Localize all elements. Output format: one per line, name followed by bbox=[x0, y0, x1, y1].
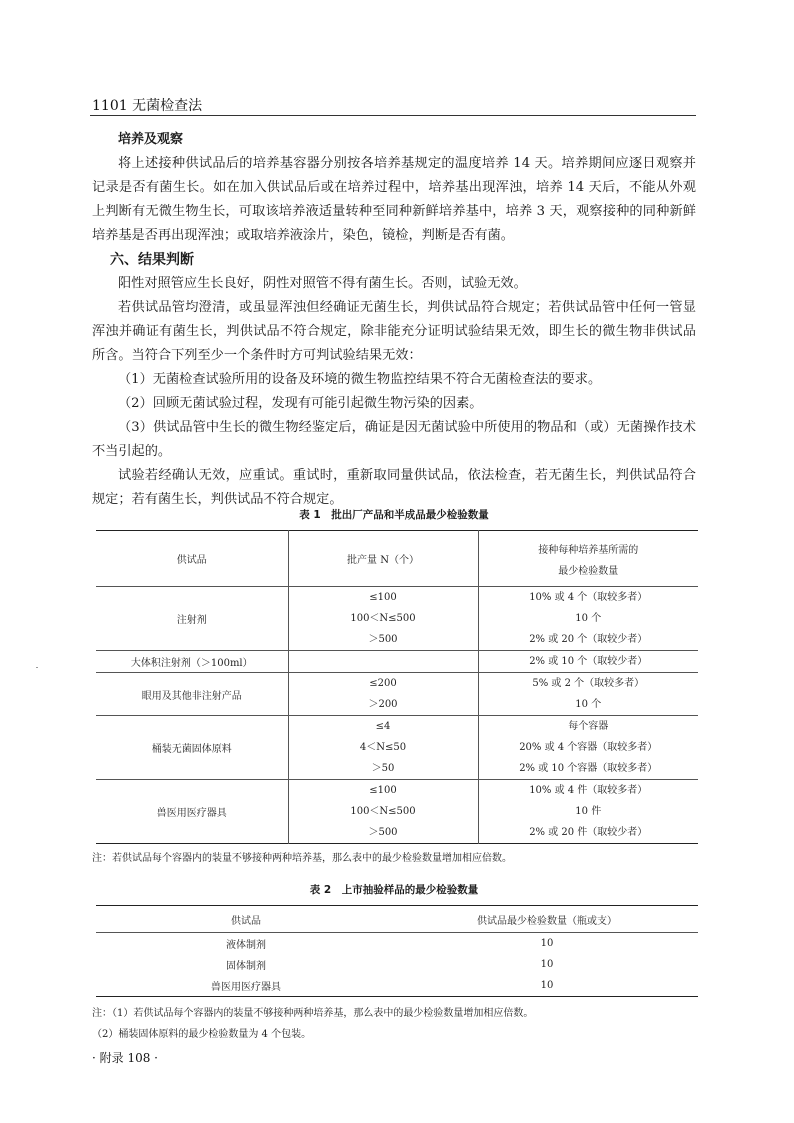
table2-note: （2）桶装固体原料的最少检验数量为 4 个包装。 bbox=[92, 1029, 312, 1040]
table2 bbox=[96, 905, 698, 997]
table1-header-min-line1: 接种每种培养基所需的 bbox=[538, 544, 639, 556]
table-row bbox=[96, 673, 698, 716]
result-paragraph: 试验若经确认无效，应重试。重试时，重新取同量供试品，依法检查，若无菌生长，判供试品符合规定；若有菌生长，判供试品不符合规定。 bbox=[92, 468, 696, 507]
table1-batch bbox=[288, 780, 478, 844]
table1-product: 眼用及其他非注射产品 bbox=[96, 673, 288, 716]
culture-heading: 培养及观察 bbox=[118, 132, 184, 147]
table1-min bbox=[478, 651, 698, 673]
table1-batch bbox=[288, 716, 478, 780]
table1-batch-value: ＞200 bbox=[368, 699, 398, 710]
table-row bbox=[96, 587, 698, 651]
table1-batch bbox=[288, 587, 478, 651]
table1-product: 注射剂 bbox=[96, 587, 288, 651]
table1-header-product: 供试品 bbox=[96, 531, 288, 587]
result-condition: （2）回顾无菌试验过程，发现有可能引起微生物污染的因素。 bbox=[118, 396, 483, 411]
table2-note: 注：（1）若供试品每个容器内的装量不够接种两种培养基，那么表中的最少检验数量增加相应倍数。 bbox=[92, 1008, 534, 1019]
table1-caption: 表 1 批出厂产品和半成品最少检验数量 bbox=[299, 509, 489, 521]
table1-note: 注：若供试品每个容器内的装量不够接种两种培养基，那么表中的最少检验数量增加相应倍数。 bbox=[92, 853, 512, 864]
table1-min bbox=[478, 587, 698, 651]
result-condition: （3）供试品管中生长的微生物经鉴定后，确证是因无菌试验中所使用的物品和（或）无菌操作技术不当引起的。 bbox=[92, 420, 696, 459]
table2-product: 兽医用医疗器具 bbox=[211, 982, 281, 993]
table1-min-value: 10% 或 4 件（取较多者） bbox=[529, 785, 648, 796]
table1-batch-value: ＞500 bbox=[368, 827, 398, 838]
table2-header-product: 供试品 bbox=[96, 906, 396, 933]
table1-min bbox=[478, 673, 698, 716]
table1-min-value: 2% 或 10 个容器（取较多者） bbox=[519, 763, 658, 774]
table-row bbox=[96, 933, 698, 955]
table1-min-value: 10 件 bbox=[575, 806, 602, 817]
margin-mark bbox=[36, 667, 38, 668]
table1-min bbox=[478, 780, 698, 844]
table1-min bbox=[478, 716, 698, 780]
result-paragraph: 阳性对照管应生长良好，阴性对照管不得有菌生长。否则，试验无效。 bbox=[118, 276, 527, 291]
result-condition: （1）无菌检查试验所用的设备及环境的微生物监控结果不符合无菌检查法的要求。 bbox=[118, 372, 602, 387]
table1-batch-value: 4＜N≤50 bbox=[359, 742, 407, 753]
table1-batch-value: ＞500 bbox=[368, 634, 398, 645]
table1-batch-value: ＞50 bbox=[371, 763, 395, 774]
table1-batch-value: ≤100 bbox=[369, 592, 397, 603]
table1-min-value: 20% 或 4 个容器（取较多者） bbox=[519, 742, 658, 753]
table1-header-min bbox=[478, 531, 698, 587]
table1-product: 桶装无菌固体原料 bbox=[96, 716, 288, 780]
table-row bbox=[96, 780, 698, 844]
table1-min-value: 10 个 bbox=[575, 613, 602, 624]
table1-batch bbox=[288, 651, 478, 673]
table-row bbox=[96, 716, 698, 780]
culture-paragraph: 将上述接种供试品后的培养基容器分别按各培养基规定的温度培养 14 天。培养期间应逐日观察并记录是否有菌生长。如在加入供试品后或在培养过程中，培养基出现浑浊，培养 14 天后，不能从外观上判断有无微生物生长，可取该培养液适量转种至同种新鲜培养基中，培养 3 天，观察接种的同种新鲜培养基是否再出现浑浊；或取培养液涂片，染色，镜检，判断是否有菌。 bbox=[92, 156, 696, 243]
page-footer: · 附录 108 · bbox=[92, 1051, 158, 1065]
table1-min-value: 5% 或 2 个（取较多者） bbox=[532, 678, 645, 689]
table1-batch-value bbox=[289, 651, 478, 672]
table-row bbox=[96, 651, 698, 673]
table1-min-value: 每个容器 bbox=[568, 721, 609, 732]
table1-header-batch: 批产量 N（个） bbox=[288, 531, 478, 587]
table1-batch-value: ≤200 bbox=[369, 678, 397, 689]
table1-header-min-line2: 最少检验数量 bbox=[558, 565, 619, 577]
table2-caption: 表 2 上市抽验样品的最少检验数量 bbox=[309, 884, 479, 896]
result-heading: 六、结果判断 bbox=[110, 252, 194, 268]
table2-product: 固体制剂 bbox=[226, 961, 266, 972]
body-text bbox=[92, 128, 696, 512]
table2-header-qty: 供试品最少检验数量（瓶或支） bbox=[396, 906, 698, 933]
table1-batch-value: 100＜N≤500 bbox=[350, 806, 416, 817]
table1-min-value: 10% 或 4 个（取较多者） bbox=[529, 592, 648, 603]
table-row bbox=[96, 975, 698, 997]
table-row bbox=[96, 954, 698, 975]
table1-product: 大体积注射剂（＞100ml） bbox=[96, 651, 288, 673]
table1-product: 兽医用医疗器具 bbox=[96, 780, 288, 844]
table1-min-value: 2% 或 20 个（取较少者） bbox=[529, 634, 648, 645]
table1-min-value: 2% 或 10 个（取较少者） bbox=[529, 656, 648, 667]
table1-min-value: 2% 或 20 件（取较少者） bbox=[529, 827, 648, 838]
table1-min-value: 10 个 bbox=[575, 699, 602, 710]
result-paragraph: 若供试品管均澄清，或虽显浑浊但经确证无菌生长，判供试品符合规定；若供试品管中任何一管显浑浊并确证有菌生长，判供试品不符合规定，除非能充分证明试验结果无效，即生长的微生物非供试品所含。当符合下列至少一个条件时方可判试验结果无效： bbox=[92, 300, 696, 363]
table1-batch-value: ≤100 bbox=[369, 785, 397, 796]
table1-batch bbox=[288, 673, 478, 716]
table2-product: 液体制剂 bbox=[226, 940, 266, 951]
page-header-title: 1101 无菌检查法 bbox=[92, 98, 203, 114]
header-rule bbox=[90, 115, 696, 116]
table1-batch-value: 100＜N≤500 bbox=[350, 613, 416, 624]
table2-qty: 10 bbox=[540, 980, 554, 991]
table2-qty: 10 bbox=[540, 938, 554, 949]
table1-batch-value: ≤4 bbox=[375, 721, 391, 732]
table1 bbox=[96, 530, 698, 844]
table2-qty: 10 bbox=[540, 959, 554, 970]
